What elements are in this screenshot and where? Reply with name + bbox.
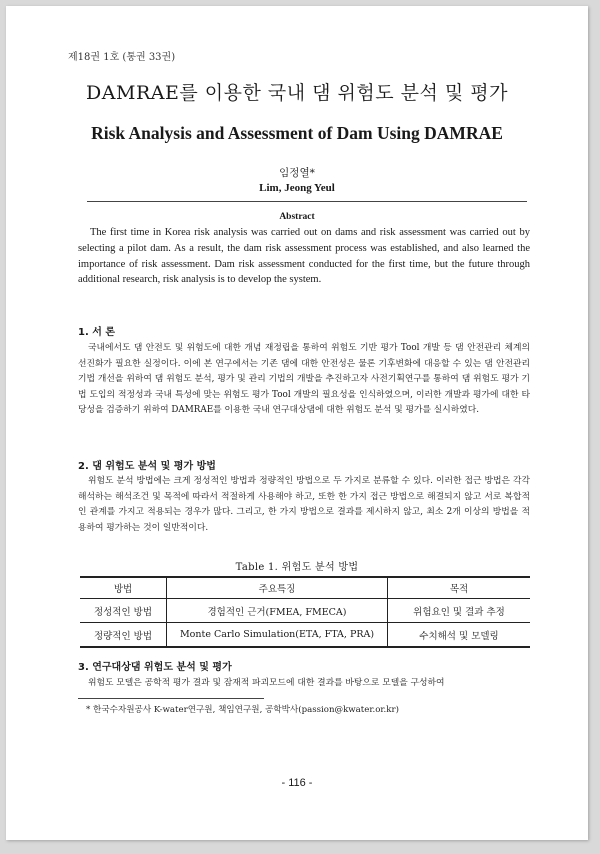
section-heading-introduction: 1. 서 론	[78, 327, 116, 338]
abstract-heading: Abstract	[279, 212, 315, 222]
table-row	[80, 599, 530, 623]
title-english: Risk Analysis and Assessment of Dam Using DAMRAE	[91, 123, 503, 143]
table-cell: 위험요인 및 결과 추정	[388, 599, 531, 623]
author-footnote: * 한국수자원공사 K-water연구원, 책임연구원, 공학박사(passion@kwater.or.kr)	[86, 705, 399, 715]
table-row	[80, 623, 530, 648]
table-cell: 수치해석 및 모델링	[388, 623, 531, 648]
section-heading-case-study: 3. 연구대상댐 위험도 분석 및 평가	[78, 662, 232, 673]
table-header-cell: 방법	[80, 577, 167, 599]
table-cell: 정량적인 방법	[80, 623, 167, 648]
table-header-cell: 주요특징	[167, 577, 388, 599]
header-divider	[87, 201, 527, 202]
table-cell: 정성적인 방법	[80, 599, 167, 623]
section-text-case-study: 위험도 모델은 공학적 평가 결과 및 잠재적 파괴모드에 대한 결과를 바탕으로 모델을 구성하여	[88, 678, 445, 688]
risk-method-table	[80, 576, 530, 648]
table-caption: Table 1. 위험도 분석 방법	[235, 562, 359, 573]
section-heading-methods: 2. 댐 위험도 분석 및 평가 방법	[78, 461, 216, 472]
section-text-methods: 위험도 분석 방법에는 크게 정성적인 방법과 정량적인 방법으로 두 가지로 분류할 수 있다. 이러한 접근 방법은 각각 해석하는 해석조건 및 목적에 따라서 적절하게 사용해야 하고, 또한 한 가지 접근 방법으로 해결되지 않고 서로 복합적인 관계를 가지고 적용되는 경우가 많다. 그리고, 한 가지 방법으로 결과를 제시하지 않고, 최소 2개 이상의 방법을 적용하여 평가하는 것이 일반적이다.	[78, 476, 530, 533]
page-number: - 116 -	[281, 777, 313, 789]
table-cell: 경험적인 근거(FMEA, FMECA)	[167, 599, 388, 623]
journal-volume: 제18권 1호 (통권 33권)	[68, 52, 176, 63]
paper-page	[6, 6, 588, 840]
author-english: Lim, Jeong Yeul	[259, 182, 335, 194]
section-text-introduction: 국내에서도 댐 안전도 및 위험도에 대한 개념 재정립을 통하여 위험도 기반 평가 Tool 개발 등 댐 안전관리 체계의 선진화가 필요한 실정이다. 이에 본 연구에서는 기존 댐에 대한 안전성은 물론 기후변화에 대응할 수 있는 댐 안전관리 기법 개선을 위하여 댐 위험도 분석, 평가 및 관리 기법의 개발을 추진하고자 사전기획연구를 통하여 댐 위험도 평가 기법 도입의 적정성과 국내 특성에 맞는 위험도 평가 Tool 개발의 필요성을 인식하였으며, 이러한 개발과 평가에 대한 타당성을 검증하기 위하여 DAMRAE를 이용한 국내 연구대상댐에 대한 위험도 분석 및 평가를 실시하였다.	[78, 343, 530, 416]
table-header-row	[80, 577, 530, 599]
footnote-divider	[78, 698, 264, 699]
author-korean: 임정열*	[279, 167, 315, 179]
table-header-cell: 목적	[388, 577, 531, 599]
table-cell: Monte Carlo Simulation(ETA, FTA, PRA)	[167, 623, 388, 648]
abstract-text: The first time in Korea risk analysis was carried out on dams and risk assessment was carried out by selecting a pilot dam. As a result, the dam risk assessment process was established, and also learned the importance of risk assessment. Dam risk assessment conducted for the first time, but the future through additional research, risk analysis is to develop the system.	[78, 227, 530, 286]
title-korean: DAMRAE를 이용한 국내 댐 위험도 분석 및 평가	[86, 82, 508, 104]
